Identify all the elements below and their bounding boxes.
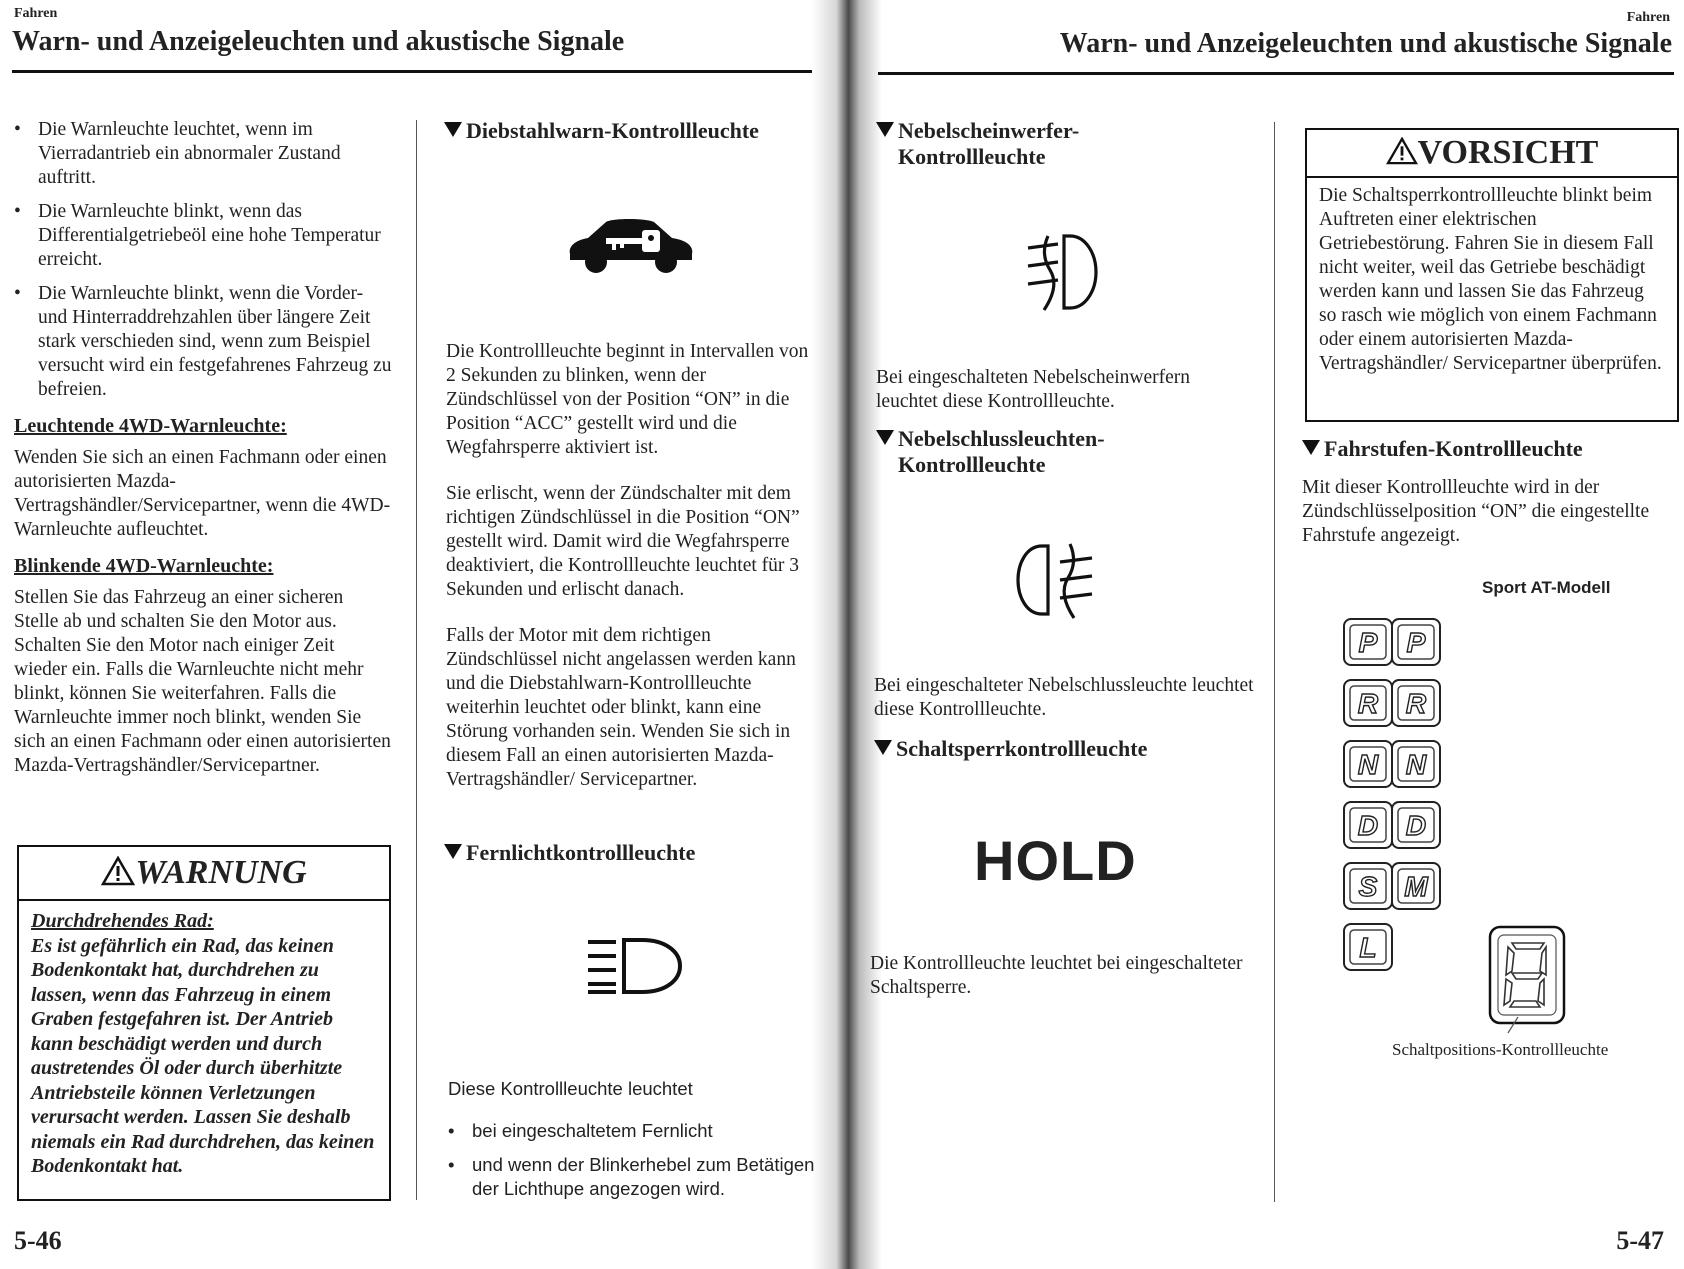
list-item: • bei eingeschaltetem Fernlicht	[448, 1119, 818, 1143]
gear-left-column	[1344, 619, 1392, 970]
gear-tile-s-left	[1344, 863, 1392, 909]
section-title: Fahrstufen-Kontrollleuchte	[1324, 436, 1583, 461]
section-marker-icon	[1302, 440, 1320, 455]
caution-text: Die Schaltsperrkontrollleuchte blinkt beim Auftreten einer elektrischen Getriebestörung. Fahren Sie in diesem Fall nicht weiter, weil das Getriebe beschädigt werden kann und lassen Sie das Fahrzeug so rasch wie möglich von einem Fachmann oder einem autorisierten Mazda-Vertragshändler/ Servicepartner überprüfen.	[1319, 185, 1662, 374]
gear-letter: D	[1357, 810, 1379, 841]
caution-title: VORSICHT	[1417, 134, 1599, 171]
paragraph: Sie erlischt, wenn der Zündschalter mit dem richtigen Zündschlüssel in die Position “ON” gestellt wird. Damit wird die Wegfahrsperre deaktiviert, die Kontrollleuchte leuchtet für 3 Sekunden und erlischt danach.	[446, 483, 800, 600]
car-key-icon	[562, 216, 698, 274]
subheading-blinking: Blinkende 4WD-Warnleuchte:	[14, 555, 274, 577]
gear-letter: P	[1358, 627, 1378, 658]
gear-letter: N	[1405, 749, 1427, 780]
list-item: • Die Warnleuchte blinkt, wenn die Vorder- und Hinterraddrehzahlen über längere Zeit stark verschieden sind, wenn zum Beispiel versucht wird ein festgefahrenes Fahrzeug zu befreien.	[14, 282, 392, 402]
section-marker-icon	[874, 740, 892, 755]
header-section-label: Fahren	[14, 6, 58, 21]
page-number: 5-46	[14, 1226, 62, 1255]
fog-text: Bei eingeschalteten Nebelscheinwerfern leuchtet diese Kontrollleuchte.	[876, 367, 1191, 412]
warning-subtitle: Durchdrehendes Rad:	[31, 910, 214, 932]
paragraph: Stellen Sie das Fahrzeug an einer sicheren Stelle ab und schalten Sie den Motor aus. Schalten Sie den Motor nach einiger Zeit wieder ein. Falls die Warnleuchte nicht mehr blinkt, können Sie weiterfahren. Falls die Warnleuchte immer noch blinkt, wenden Sie sich an einen Fachmann oder einen autorisierten Mazda-Vertragshändler/Servicepartner.	[14, 587, 391, 776]
section-title: Diebstahlwarn-Kontrollleuchte	[466, 118, 759, 143]
hold-indicator-icon: HOLD	[974, 829, 1137, 892]
page-number: 5-47	[1616, 1226, 1664, 1255]
rear-fog-light-icon	[1014, 540, 1098, 620]
warning-triangle-icon	[1386, 137, 1418, 165]
shift-lock-text: Die Kontrollleuchte leuchtet bei eingeschalteter Schaltsperre.	[870, 953, 1243, 998]
list-item: • und wenn der Blinkerhebel zum Betätigen der Lichthupe angezogen wird.	[448, 1153, 818, 1201]
header-section-label: Fahren	[1626, 10, 1670, 25]
highbeam-text	[448, 1058, 818, 1211]
figure-caption: Schaltpositions-Kontrollleuchte	[1392, 1040, 1609, 1059]
figure-label: Sport AT-Modell	[1482, 578, 1611, 597]
gear-letter: D	[1405, 810, 1427, 841]
left-column-2	[446, 340, 816, 792]
section-marker-icon	[444, 844, 462, 859]
gear-letter: L	[1359, 932, 1377, 963]
warning-body	[19, 901, 389, 1187]
gear-tile-d-right	[1392, 802, 1440, 848]
section-title: Fernlichtkontrollleuchte	[466, 840, 696, 865]
right-page	[842, 0, 1684, 1269]
section-heading-gear	[1302, 436, 1672, 462]
section-title: Nebelscheinwerfer-	[898, 118, 1080, 143]
segment-display-icon	[1490, 927, 1564, 1033]
section-title: Schaltsperrkontrollleuchte	[896, 736, 1148, 761]
gear-tile-r-left	[1344, 680, 1392, 726]
paragraph: Die Kontrollleuchte beginnt in Intervallen von 2 Sekunden zu blinken, wenn der Zündschlüssel von der Position “ON” in die Position “ACC” gestellt wird und die Wegfahrsperre aktiviert ist.	[446, 341, 809, 458]
section-heading-rear-fog	[876, 426, 1236, 478]
column-divider	[416, 120, 417, 1200]
gear-letter: P	[1406, 627, 1426, 658]
section-marker-icon	[444, 122, 462, 137]
gear-tile-n-left	[1344, 741, 1392, 787]
section-heading-shift-lock	[874, 736, 1254, 762]
column-divider	[1274, 122, 1275, 1202]
list-item: • Die Warnleuchte blinkt, wenn das Differentialgetriebeöl eine hohe Temperatur erreicht.	[14, 200, 392, 272]
subheading-steady: Leuchtende 4WD-Warnleuchte:	[14, 415, 287, 437]
warning-box	[17, 845, 391, 1201]
left-column-1	[14, 118, 392, 778]
section-heading-theft	[444, 118, 804, 144]
section-title-line2: Kontrollleuchte	[898, 452, 1046, 477]
gear-letter: R	[1357, 688, 1379, 719]
gear-tile-r-right	[1392, 680, 1440, 726]
warning-title: WARNUNG	[135, 854, 307, 891]
section-heading-highbeam	[444, 840, 804, 866]
bullet-list	[448, 1119, 818, 1201]
gear-tile-p-right	[1392, 619, 1440, 665]
warning-header	[19, 847, 389, 901]
paragraph: Wenden Sie sich an einen Fachmann oder einen autorisierten Mazda-Vertragshändler/Servicepartner, wenn die 4WD-Warnleuchte aufleuchtet.	[14, 447, 391, 540]
gear-letter: M	[1404, 871, 1428, 902]
bullet-list	[14, 118, 392, 402]
section-marker-icon	[876, 430, 894, 445]
section-heading-fog	[876, 118, 1236, 170]
gear-letter: S	[1358, 871, 1378, 902]
header-rule	[12, 70, 812, 73]
page-title: Warn- und Anzeigeleuchten und akustische Signale	[1059, 28, 1672, 59]
gear-letter: N	[1357, 749, 1379, 780]
gear-tile-p-left	[1344, 619, 1392, 665]
gear-letter: R	[1405, 688, 1427, 719]
caution-box	[1305, 128, 1679, 422]
warning-text: Es ist gefährlich ein Rad, das keinen Bodenkontakt hat, durchdrehen zu lassen, wenn das Fahrzeug in einem Graben festgefahren ist. Der Antrieb kann beschädigt werden und durch austretendes Öl oder durch überhitzte Antriebsteile können Verletzungen verursacht werden. Lassen Sie deshalb niemals ein Rad durchdrehen, das keinen Bodenkontakt hat.	[31, 934, 375, 1177]
page-title: Warn- und Anzeigeleuchten und akustische Signale	[12, 26, 625, 57]
paragraph: Diese Kontrollleuchte leuchtet	[448, 1077, 693, 1099]
section-title: Nebelschlussleuchten-	[898, 426, 1105, 451]
high-beam-icon	[584, 936, 686, 996]
rear-fog-text: Bei eingeschalteter Nebelschlussleuchte leuchtet diese Kontrollleuchte.	[874, 675, 1254, 720]
gear-tile-n-right	[1392, 741, 1440, 787]
front-fog-light-icon	[1020, 230, 1098, 314]
paragraph: Falls der Motor mit dem richtigen Zündschlüssel nicht angelassen werden kann und die Diebstahlwarn-Kontrollleuchte weiterhin leuchtet oder blinkt, kann eine Störung vorhanden sein. Wenden Sie sich in diesem Fall an einen autorisierten Mazda-Vertragshändler/ Servicepartner.	[446, 625, 796, 790]
gear-tile-m-right	[1392, 863, 1440, 909]
gear-tile-l-left	[1344, 924, 1392, 970]
header-rule	[878, 72, 1674, 75]
caution-header	[1307, 130, 1677, 178]
gear-text: Mit dieser Kontrollleuchte wird in der Zündschlüsselposition “ON” die eingestellte Fahrstufe angezeigt.	[1302, 477, 1650, 546]
gear-right-column	[1392, 619, 1440, 909]
gear-indicator-figure	[1332, 615, 1632, 1035]
warning-triangle-icon	[101, 856, 135, 886]
section-title-line2: Kontrollleuchte	[898, 144, 1046, 169]
section-marker-icon	[876, 122, 894, 137]
list-item: • Die Warnleuchte leuchtet, wenn im Vierradantrieb ein abnormaler Zustand auftritt.	[14, 118, 392, 190]
gear-tile-d-left	[1344, 802, 1392, 848]
